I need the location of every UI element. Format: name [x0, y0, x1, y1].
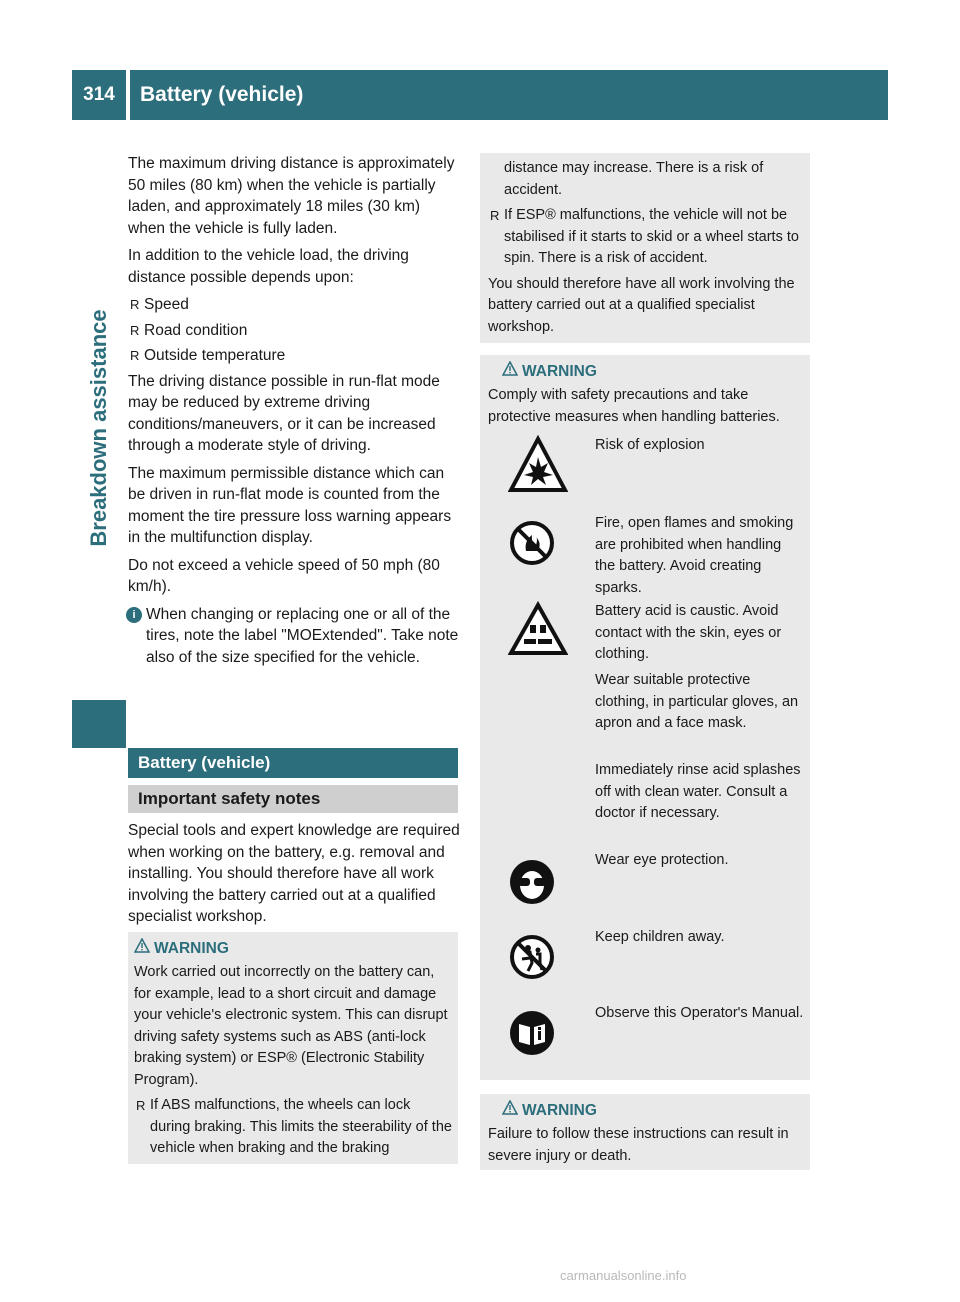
safety-item-text: Fire, open flames and smoking are prohibited when handling the battery. Avoid creating sparks. [595, 515, 794, 596]
list-item: R Road condition [128, 320, 460, 342]
list-item: R If ABS malfunctions, the wheels can lock during braking. This limits the steerability of the vehicle when braking and the braking [134, 1095, 454, 1160]
paragraph: distance may increase. There is a risk of accident. [504, 160, 764, 198]
no-fire-icon [508, 519, 564, 575]
keep-children-away-icon [508, 933, 564, 989]
safety-item-text: Keep children away. [595, 929, 725, 945]
side-tab-label: Breakdown assistance [86, 309, 111, 547]
paragraph: The driving distance possible in run-flat mode may be reduced by extreme driving conditions/maneuvers, or it can be increased through a moderate style of driving. [128, 372, 440, 454]
warning-box-1-continued [480, 153, 810, 343]
safety-item-text: Immediately rinse acid splashes off with clean water. Consult a doctor if necessary. [595, 762, 801, 821]
warning-label: WARNING [522, 363, 597, 380]
warning-heading [488, 361, 806, 382]
info-icon: i [126, 607, 142, 623]
paragraph: The maximum driving distance is approximately 50 miles (80 km) when the vehicle is partially laden, and approximately 18 miles (30 km) when the vehicle is fully laden. [128, 155, 455, 237]
subsection-heading: Important safety notes [128, 785, 458, 813]
warning-box-1 [128, 932, 458, 1164]
safety-item-text: Battery acid is caustic. Avoid contact with the skin, eyes or clothing. [595, 603, 782, 662]
side-tab-marker [72, 700, 126, 748]
warning-label: WARNING [154, 940, 229, 957]
paragraph: Do not exceed a vehicle speed of 50 mph (80 km/h). [128, 556, 440, 595]
info-note [128, 604, 460, 669]
warning-intro: Comply with safety precautions and take protective measures when handling batteries. [488, 387, 780, 425]
warning-triangle-icon [502, 361, 522, 382]
warning-box-3 [480, 1094, 810, 1170]
side-tab [72, 128, 126, 728]
paragraph: Special tools and expert knowledge are required when working on the battery, e.g. removal and installing. You should therefore have all work involving the battery carried out at a qualified specialist workshop. [128, 822, 460, 925]
warning-heading [488, 1100, 806, 1121]
info-note-text: When changing or replacing one or all of the tires, note the label "MOExtended". Take note also of the size specified for the vehicle. [146, 605, 459, 666]
safety-intro [128, 820, 460, 934]
warning-label: WARNING [522, 1102, 597, 1119]
section-heading: Battery (vehicle) [128, 748, 458, 778]
warning-text: Failure to follow these instructions can result in severe injury or death. [488, 1126, 789, 1164]
warning-text: Work carried out incorrectly on the battery can, for example, lead to a short circuit and damage your vehicle's electronic system. This can disrupt driving safety systems such as ABS (anti-lock braking system) or ESP® (Electronic Stability Program). [134, 964, 448, 1088]
warning-triangle-icon [134, 938, 154, 959]
explosion-warning-icon [508, 435, 564, 491]
corrosive-warning-icon [508, 601, 564, 657]
warning-triangle-icon [502, 1100, 522, 1121]
read-manual-icon [508, 1009, 564, 1065]
paragraph: In addition to the vehicle load, the driving distance possible depends upon: [128, 247, 409, 286]
eye-protection-icon [508, 858, 564, 914]
safety-item-text: Wear suitable protective clothing, in particular gloves, an apron and a face mask. [595, 672, 799, 731]
paragraph: The maximum permissible distance which can be driven in run-flat mode is counted from the moment the tire pressure loss warning appears in the multifunction display. [128, 464, 452, 546]
safety-item-text: Wear eye protection. [595, 852, 729, 868]
left-column [128, 153, 460, 674]
paragraph: You should therefore have all work involving the battery carried out at a qualified specialist workshop. [488, 275, 795, 335]
page-title: Battery (vehicle) [140, 83, 304, 106]
footer-watermark: carmanualsonline.info [560, 1268, 687, 1283]
list-item: R If ESP® malfunctions, the vehicle will not be stabilised if it starts to skid or a wheel starts to spin. There is a risk of accident. [488, 205, 806, 270]
list-item: R Speed [128, 294, 460, 316]
safety-item-text: Observe this Operator's Manual. [595, 1005, 804, 1021]
page-number: 314 [83, 84, 115, 105]
safety-item-text: Risk of explosion [595, 437, 705, 453]
warning-heading [134, 938, 454, 959]
warning-box-2 [480, 355, 810, 1080]
list-item: R Outside temperature [128, 345, 460, 367]
header-divider [126, 70, 130, 120]
